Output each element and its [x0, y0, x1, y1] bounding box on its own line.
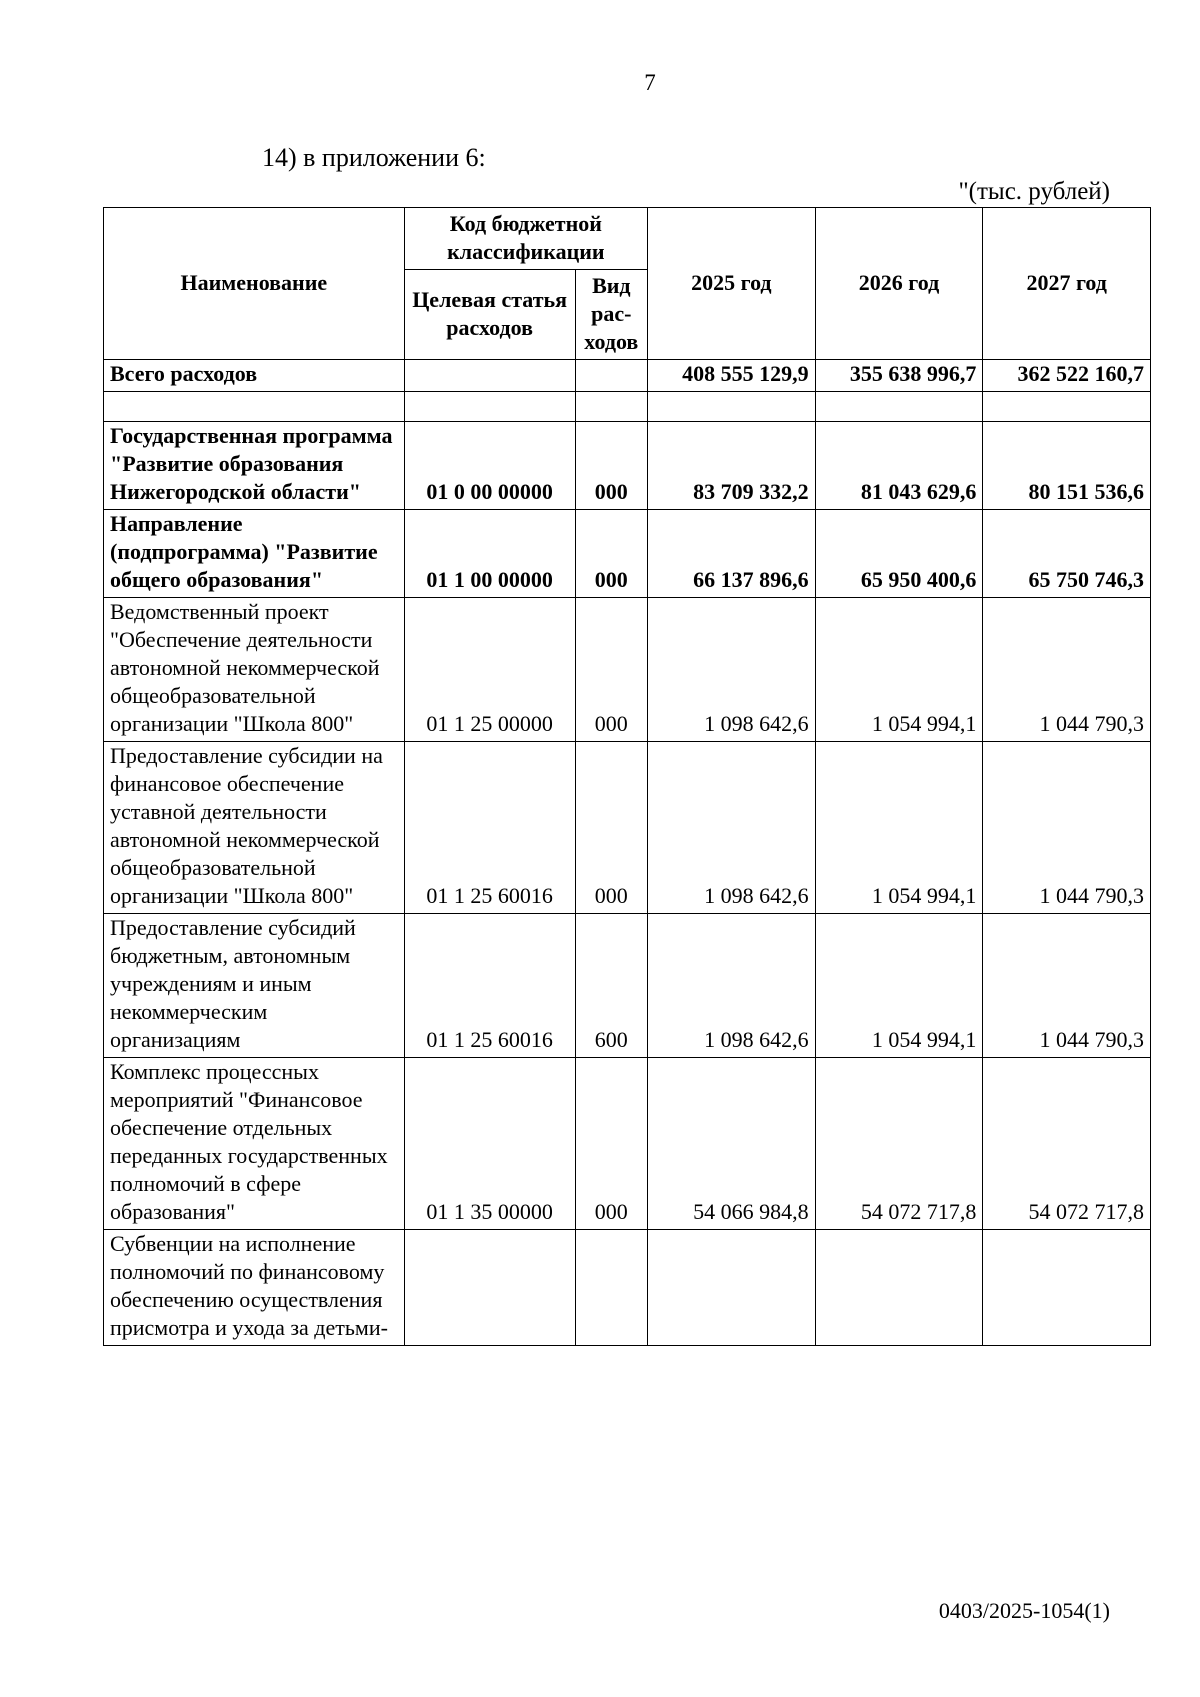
row-2025: 83 709 332,2: [648, 422, 816, 510]
table-row: [104, 914, 1151, 1058]
total-2025: 408 555 129,9: [648, 360, 816, 392]
header-row: [104, 208, 1151, 270]
row-2026: 65 950 400,6: [815, 510, 983, 598]
table-row: [104, 510, 1151, 598]
header-target: Целевая статья расходов: [404, 270, 575, 360]
units-label: "(тыс. рублей): [958, 178, 1110, 205]
row-kind: 000: [575, 598, 647, 742]
row-code: 01 1 25 60016: [404, 914, 575, 1058]
row-name: Ведомственный проект "Обеспечение деятельности автономной некоммерческой общеобразовательной организации "Школа 800": [104, 598, 405, 742]
row-2026: 54 072 717,8: [815, 1058, 983, 1230]
row-2026: 1 054 994,1: [815, 914, 983, 1058]
row-2025: 66 137 896,6: [648, 510, 816, 598]
row-code: 01 1 00 00000: [404, 510, 575, 598]
row-2025: 1 098 642,6: [648, 598, 816, 742]
table-row: [104, 598, 1151, 742]
row-kind: 000: [575, 510, 647, 598]
total-name: Всего расходов: [104, 360, 405, 392]
row-name: Комплекс процессных мероприятий "Финансовое обеспечение отдельных переданных государственных полномочий в сфере образования": [104, 1058, 405, 1230]
row-name: Государственная программа "Развитие образования Нижегородской области": [104, 422, 405, 510]
row-2026: 1 054 994,1: [815, 742, 983, 914]
row-2026: 81 043 629,6: [815, 422, 983, 510]
row-name: Предоставление субсидии на финансовое обеспечение уставной деятельности автономной некоммерческой общеобразовательной организации "Школа 800": [104, 742, 405, 914]
table-row: [104, 1230, 1151, 1346]
row-2025: 54 066 984,8: [648, 1058, 816, 1230]
header-kind: Вид рас-ходов: [575, 270, 647, 360]
total-code: [404, 360, 575, 392]
total-row: [104, 360, 1151, 392]
table-row: [104, 742, 1151, 914]
row-kind: 000: [575, 1058, 647, 1230]
row-kind: 000: [575, 422, 647, 510]
row-2027: 1 044 790,3: [983, 598, 1151, 742]
spacer-row: [104, 392, 1151, 422]
header-2027: 2027 год: [983, 208, 1151, 360]
row-2027: 80 151 536,6: [983, 422, 1151, 510]
row-code: [404, 1230, 575, 1346]
row-2027: 54 072 717,8: [983, 1058, 1151, 1230]
header-name: Наименование: [104, 208, 405, 360]
budget-table: [103, 207, 1151, 1346]
row-kind: 000: [575, 742, 647, 914]
total-kind: [575, 360, 647, 392]
row-name: Предоставление субсидий бюджетным, автономным учреждениям и иным некоммерческим организациям: [104, 914, 405, 1058]
row-code: 01 0 00 00000: [404, 422, 575, 510]
document-code: 0403/2025-1054(1): [938, 1598, 1110, 1623]
header-kbk: Код бюджетной классификации: [404, 208, 647, 270]
row-code: 01 1 25 60016: [404, 742, 575, 914]
row-kind: 600: [575, 914, 647, 1058]
page-number: 7: [644, 70, 656, 95]
row-code: 01 1 35 00000: [404, 1058, 575, 1230]
row-2027: 65 750 746,3: [983, 510, 1151, 598]
row-2027: 1 044 790,3: [983, 742, 1151, 914]
row-name: Направление (подпрограмма) "Развитие общего образования": [104, 510, 405, 598]
table-row: [104, 422, 1151, 510]
row-2026: [815, 1230, 983, 1346]
row-code: 01 1 25 00000: [404, 598, 575, 742]
intro-text: 14) в приложении 6:: [262, 143, 486, 172]
header-2026: 2026 год: [815, 208, 983, 360]
total-2027: 362 522 160,7: [983, 360, 1151, 392]
row-2027: 1 044 790,3: [983, 914, 1151, 1058]
row-kind: [575, 1230, 647, 1346]
row-2025: 1 098 642,6: [648, 742, 816, 914]
row-2027: [983, 1230, 1151, 1346]
total-2026: 355 638 996,7: [815, 360, 983, 392]
row-name: Субвенции на исполнение полномочий по финансовому обеспечению осуществления присмотра и ухода за детьми-: [104, 1230, 405, 1346]
row-2026: 1 054 994,1: [815, 598, 983, 742]
table-row: [104, 1058, 1151, 1230]
row-2025: 1 098 642,6: [648, 914, 816, 1058]
header-2025: 2025 год: [648, 208, 816, 360]
row-2025: [648, 1230, 816, 1346]
